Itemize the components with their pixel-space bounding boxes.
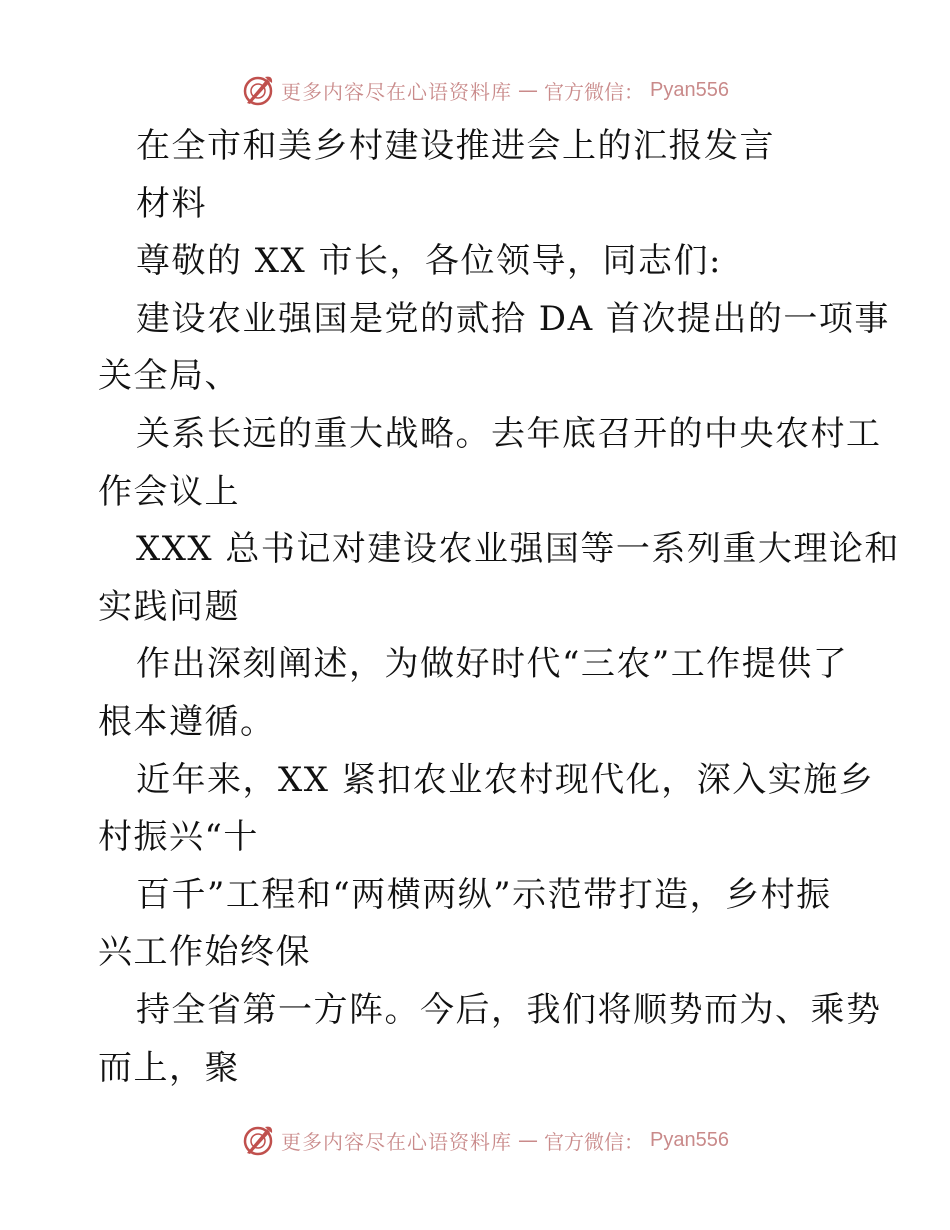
header-banner-wechat-id: Pyan556 <box>650 78 729 101</box>
footer-banner-wechat-label: 官方微信： <box>544 1129 645 1154</box>
document-body <box>98 118 900 1097</box>
header-banner-separator: — <box>518 78 539 102</box>
document-line: 在全市和美乡村建设推进会上的汇报发言 <box>136 126 775 166</box>
document-line: 百千”工程和“两横两纵”示范带打造，乡村振 <box>136 874 832 915</box>
document-line: 实践问题 <box>98 586 240 627</box>
footer-banner-separator: — <box>518 1128 539 1152</box>
document-line: 材料 <box>136 183 207 224</box>
document-line: XXX 总书记对建设农业强国等一系列重大理论和 <box>136 529 900 570</box>
document-line: 作会议上 <box>98 471 240 512</box>
document-line: 尊敬的 XX 市长，各位领导，同志们: <box>136 241 722 282</box>
document-line: 根本遵循。 <box>98 701 276 742</box>
header-banner <box>0 70 950 110</box>
header-banner-wechat-label: 官方微信： <box>544 79 645 104</box>
quill-pen-logo-icon <box>241 73 275 107</box>
document-line: 建设农业强国是党的贰拾 DA 首次提出的一项事 <box>136 298 890 339</box>
header-banner-content <box>241 73 729 107</box>
footer-banner-content <box>241 1123 729 1157</box>
document-line: 关系长远的重大战略。去年底召开的中央农村工 <box>136 413 882 454</box>
footer-banner-wechat-id: Pyan556 <box>650 1128 729 1151</box>
footer-banner <box>0 1120 950 1160</box>
footer-banner-title: 更多内容尽在心语资料库 <box>281 1129 513 1154</box>
document-line: 持全省第一方阵。今后，我们将顺势而为、乘势 <box>136 989 882 1030</box>
document-line: 而上，聚 <box>98 1047 240 1088</box>
quill-pen-logo-icon <box>241 1123 275 1157</box>
document-line: 关全局、 <box>98 356 240 397</box>
document-line: 村振兴“十 <box>98 817 259 858</box>
document-line: 作出深刻阐述，为做好时代“三农”工作提供了 <box>136 644 849 685</box>
header-banner-title: 更多内容尽在心语资料库 <box>281 79 513 104</box>
document-line: 兴工作始终保 <box>98 932 311 973</box>
document-line: 近年来，XX 紧扣农业农村现代化，深入实施乡 <box>136 759 875 800</box>
